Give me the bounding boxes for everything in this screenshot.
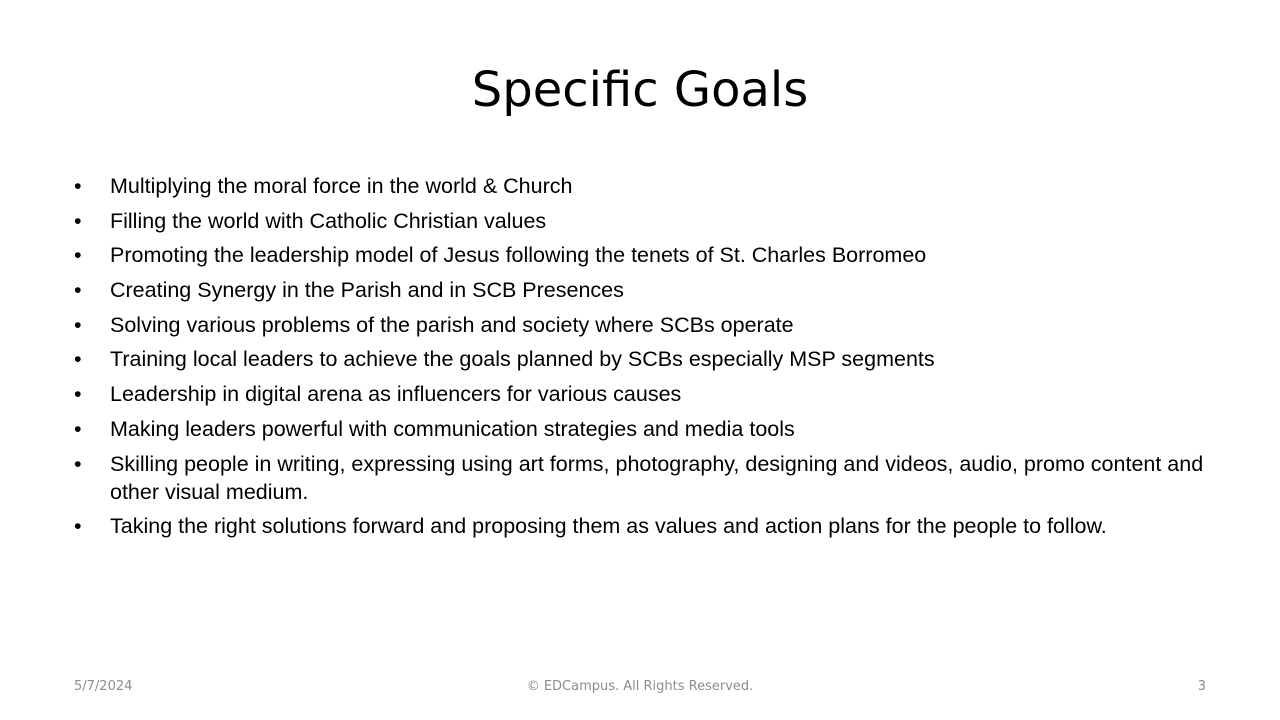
bullet-item (74, 345, 1214, 373)
bullet-item (74, 380, 1214, 408)
bullet-text: Leadership in digital arena as influencers for various causes (110, 382, 682, 407)
bullet-text: Taking the right solutions forward and proposing them as values and action plans for the people to follow. (110, 514, 1107, 539)
bullet-dot-icon: • (74, 243, 82, 268)
bullet-item (74, 172, 1214, 200)
bullet-item (74, 276, 1214, 304)
bullet-text: Solving various problems of the parish and society where SCBs operate (110, 312, 794, 337)
bullet-list (74, 172, 1214, 547)
bullet-item (74, 311, 1214, 339)
bullet-dot-icon: • (74, 312, 82, 337)
footer-page-number: 3 (1197, 679, 1206, 694)
footer-date: 5/7/2024 (74, 679, 133, 694)
bullet-dot-icon: • (74, 278, 82, 303)
bullet-text: Skilling people in writing, expressing using art forms, photography, designing and videos, audio, promo content and other visual medium. (110, 451, 1204, 504)
bullet-item (74, 207, 1214, 235)
bullet-item (74, 241, 1214, 269)
bullet-dot-icon: • (74, 382, 82, 407)
bullet-dot-icon: • (74, 514, 82, 539)
bullet-dot-icon: • (74, 174, 82, 198)
slide-title: Specific Goals (471, 62, 809, 118)
bullet-text: Filling the world with Catholic Christian values (110, 208, 547, 233)
bullet-text: Multiplying the moral force in the world & Church (110, 174, 573, 198)
bullet-item (74, 415, 1214, 443)
bullet-dot-icon: • (74, 347, 82, 372)
footer-copyright: © EDCampus. All Rights Reserved. (526, 679, 754, 694)
bullet-dot-icon: • (74, 416, 82, 441)
bullet-dot-icon: • (74, 451, 82, 476)
bullet-text: Promoting the leadership model of Jesus following the tenets of St. Charles Borromeo (110, 243, 927, 268)
bullet-item (74, 512, 1214, 540)
bullet-dot-icon: • (74, 208, 82, 233)
bullet-text: Training local leaders to achieve the goals planned by SCBs especially MSP segments (110, 347, 935, 372)
bullet-text: Making leaders powerful with communication strategies and media tools (110, 416, 795, 441)
bullet-item (74, 450, 1214, 506)
bullet-text: Creating Synergy in the Parish and in SCB Presences (110, 278, 624, 303)
